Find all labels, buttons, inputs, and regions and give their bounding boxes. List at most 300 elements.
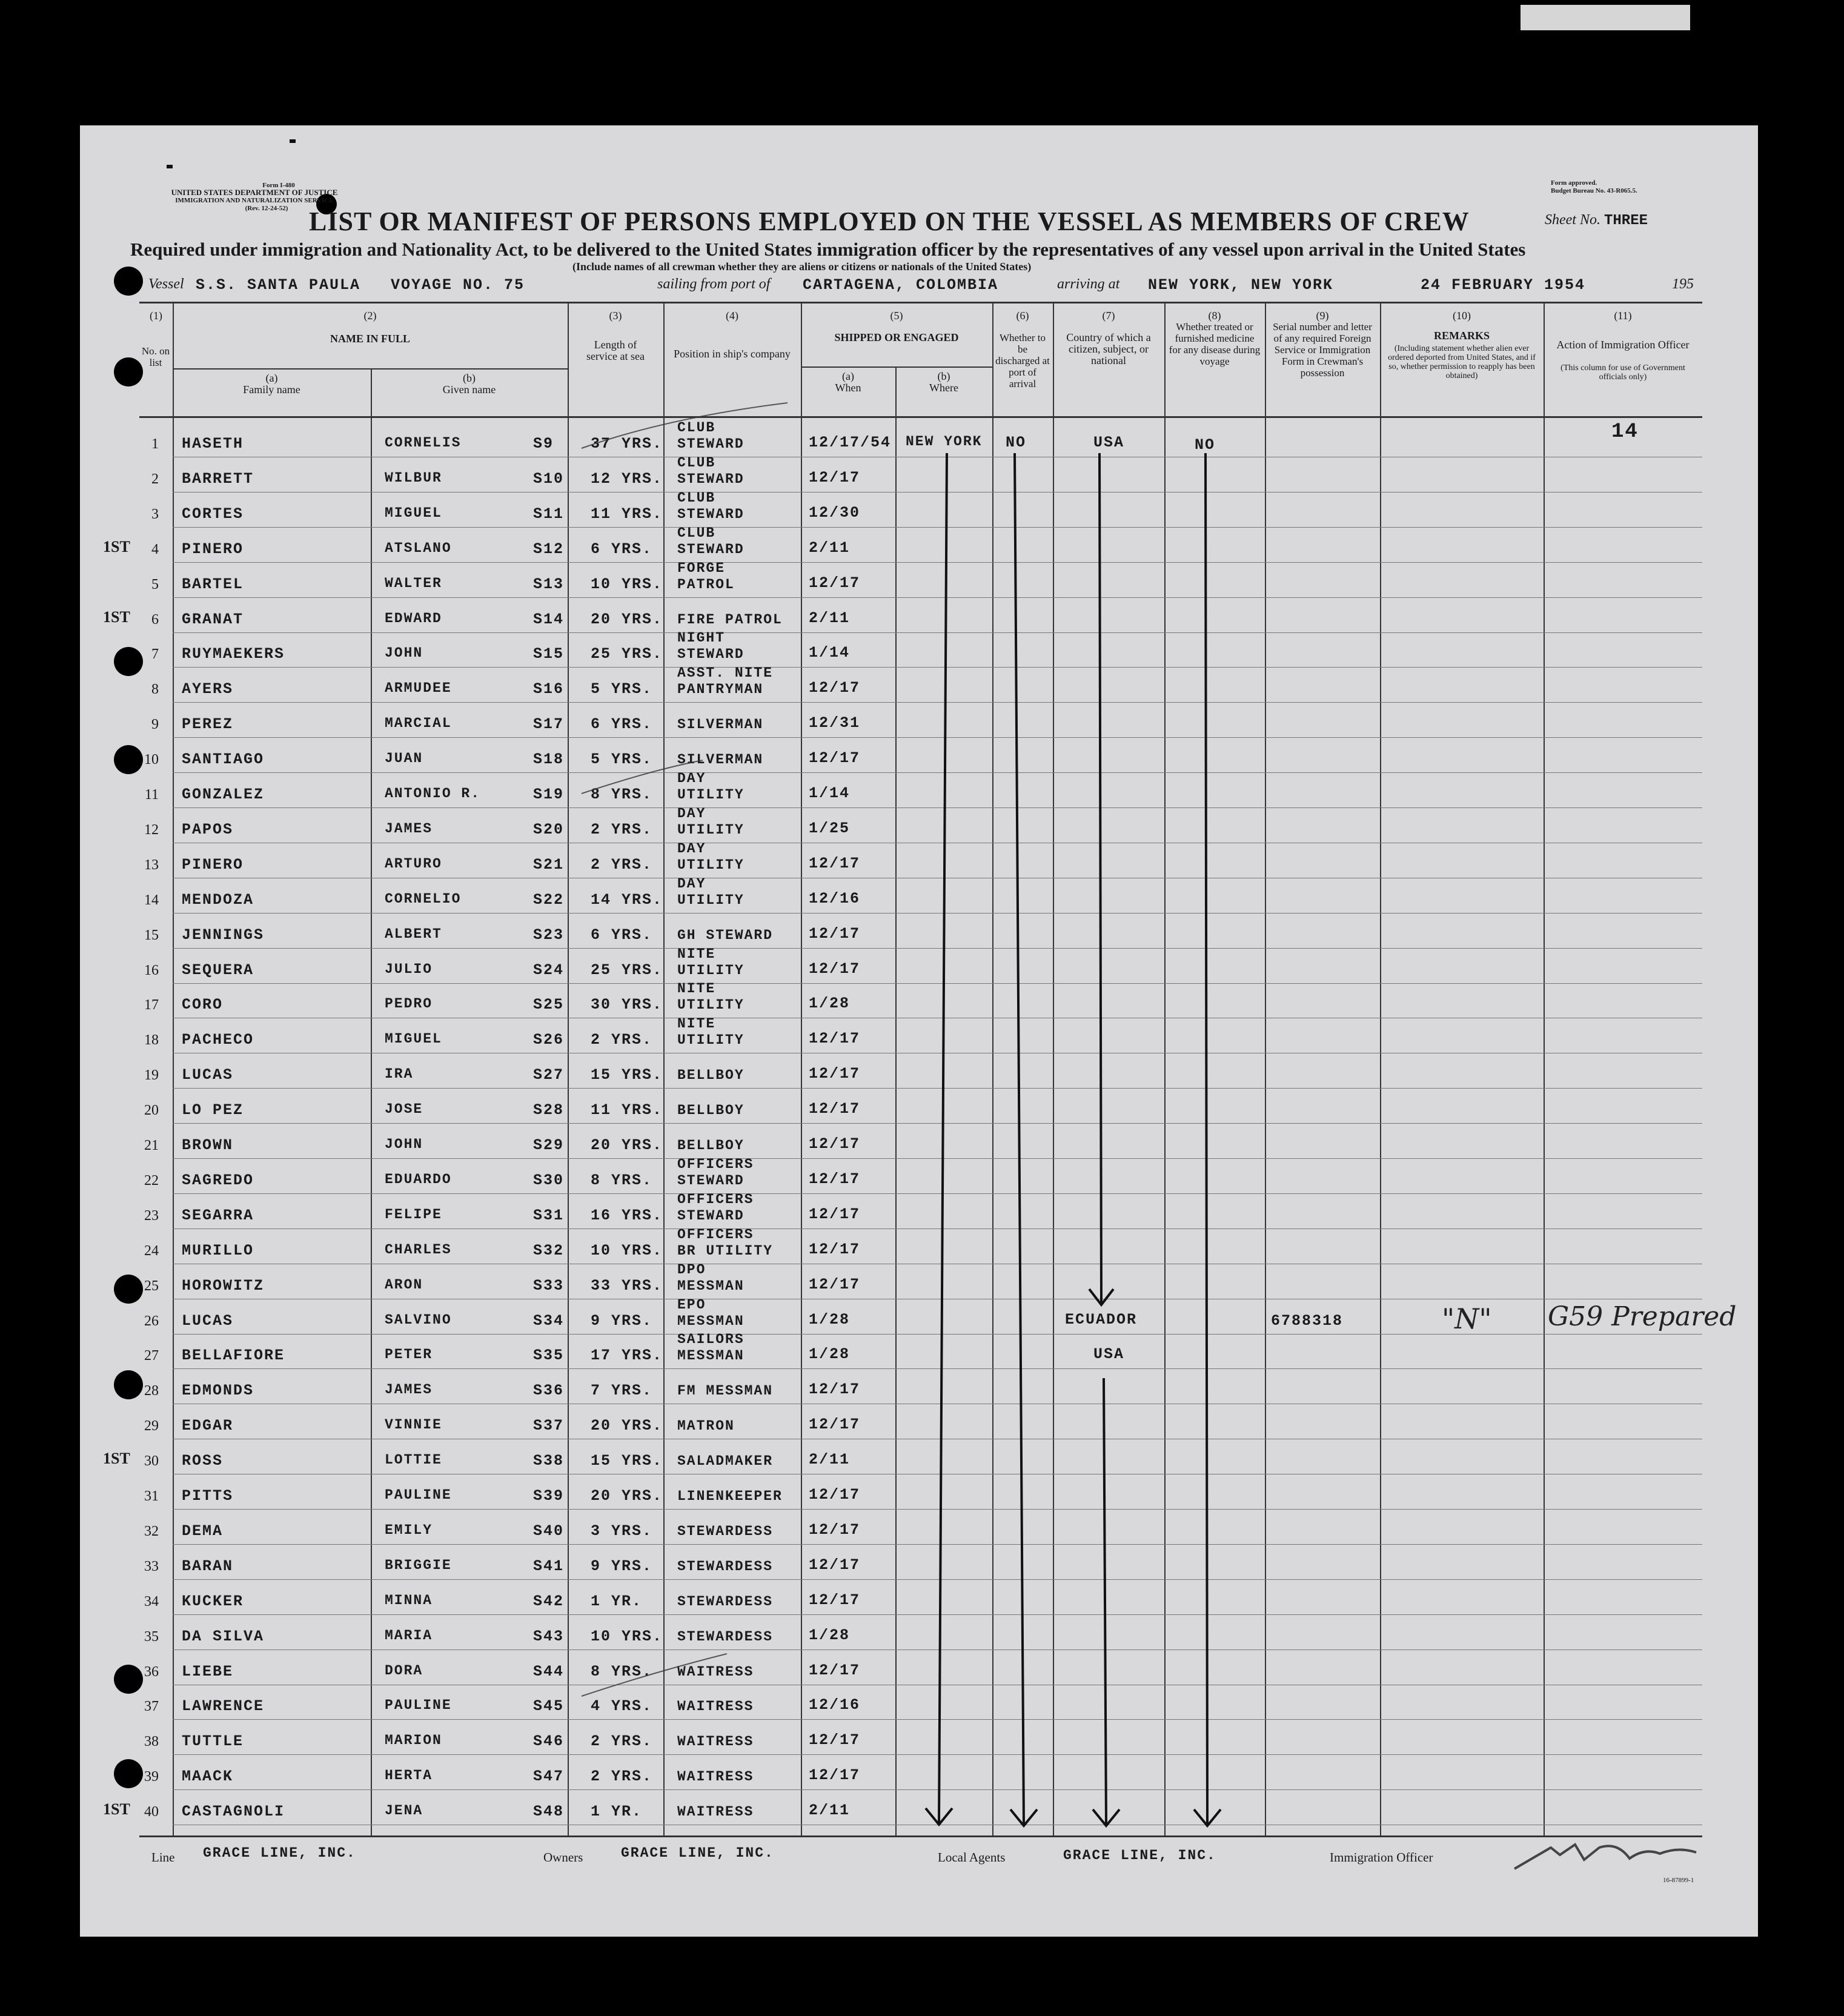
given-name: JULIO [385, 961, 433, 977]
col1-header: No. on list [141, 345, 170, 368]
given-name: ARTURO [385, 856, 442, 872]
sheet-value: THREE [1604, 213, 1648, 229]
position-line2: BELLBOY [677, 1102, 745, 1118]
name-subheader-rule [173, 368, 568, 370]
family-name: SANTIAGO [182, 751, 265, 768]
shipped-when: 12/30 [809, 504, 861, 522]
shipped-when: 2/11 [809, 609, 851, 627]
service-length: 2 YRS. [591, 821, 653, 838]
footer-line-label: Line [151, 1850, 175, 1865]
arrival-port: NEW YORK, NEW YORK [1148, 276, 1334, 294]
row-rule [173, 1719, 1702, 1720]
shipped-when: 12/17 [809, 1416, 861, 1433]
row-rule [173, 1614, 1702, 1615]
shipped-when: 12/17 [809, 574, 861, 592]
position-line1: DPO [677, 1262, 706, 1278]
crew-id: S45 [533, 1697, 565, 1715]
position-line2: BR UTILITY [677, 1243, 774, 1259]
col2b-header: (b) Given name [442, 372, 496, 396]
service-length: 8 YRS. [591, 1663, 653, 1680]
row-number: 40 [144, 1804, 159, 1820]
family-name: LUCAS [182, 1312, 234, 1330]
service-length: 30 YRS. [591, 996, 663, 1013]
crew-id: S13 [533, 575, 565, 593]
row-number: 31 [144, 1488, 159, 1504]
footer-owners-value: GRACE LINE, INC. [621, 1845, 774, 1861]
col-rule [568, 303, 569, 1835]
row-rule [173, 1088, 1702, 1089]
family-name: PINERO [182, 540, 244, 558]
family-name: BARRETT [182, 470, 254, 488]
officer-mark: 14 [1611, 420, 1639, 443]
service-length: 17 YRS. [591, 1347, 663, 1364]
row-rule [173, 1123, 1702, 1124]
given-name: ARMUDEE [385, 680, 452, 696]
family-name: SEGARRA [182, 1207, 254, 1224]
row-number: 37 [144, 1699, 159, 1714]
col7-number: (7) [1102, 310, 1115, 322]
row-number: 28 [144, 1383, 159, 1399]
shipped-when: 12/17 [809, 1100, 861, 1118]
col3-header: Length of service at sea [586, 339, 645, 362]
family-name: BELLAFIORE [182, 1347, 285, 1364]
given-name: HERTA [385, 1768, 433, 1783]
position-line2: PANTRYMAN [677, 681, 764, 697]
given-name: ARON [385, 1277, 423, 1293]
row-number: 35 [144, 1629, 159, 1645]
service-length: 6 YRS. [591, 715, 653, 733]
shipped-when: 12/17 [809, 1241, 861, 1258]
page-title: LIST OR MANIFEST OF PERSONS EMPLOYED ON THE VESSEL AS MEMBERS OF CREW [309, 207, 1470, 236]
speck [167, 165, 173, 168]
remark-handwritten: "N" [1442, 1302, 1492, 1335]
given-name: MARION [385, 1732, 442, 1748]
position-line2: UTILITY [677, 1032, 745, 1048]
row-number: 26 [144, 1313, 159, 1329]
col9-number: (9) [1316, 310, 1329, 322]
col11-number: (11) [1614, 310, 1632, 322]
shipped-when: 1/28 [809, 1311, 851, 1328]
row-rule [173, 1228, 1702, 1229]
crew-id: S18 [533, 751, 565, 768]
given-name: ATSLANO [385, 540, 452, 556]
position-line1: NITE [677, 981, 716, 996]
col7-header: Country of which a citizen, subject, or national [1066, 331, 1151, 366]
action-handwritten: G59 Prepared [1548, 1301, 1737, 1332]
family-name: TUTTLE [182, 1732, 244, 1750]
family-name: EDGAR [182, 1417, 234, 1434]
service-length: 2 YRS. [591, 856, 653, 874]
position-line2: STEWARDESS [677, 1629, 774, 1645]
given-name: JOSE [385, 1101, 423, 1117]
row-rule [173, 702, 1702, 703]
shipped-when: 12/17 [809, 1381, 861, 1398]
row-prefix: 1ST [103, 608, 130, 626]
family-name: CORO [182, 996, 224, 1013]
crew-id: S20 [533, 821, 565, 838]
given-name: PAULINE [385, 1697, 452, 1713]
shipped-when: 1/28 [809, 995, 851, 1012]
crew-id: S26 [533, 1031, 565, 1049]
service-length: 20 YRS. [591, 1487, 663, 1505]
shipped-when: 12/17 [809, 1205, 861, 1223]
family-name: ROSS [182, 1452, 224, 1470]
position-line2: STEWARD [677, 1208, 745, 1224]
col-rule [1265, 303, 1266, 1835]
footer-agents-label: Local Agents [938, 1850, 1006, 1865]
col-rule [1164, 303, 1166, 1835]
voyage-number: VOYAGE NO. 75 [391, 276, 525, 294]
family-name: SEQUERA [182, 961, 254, 979]
position-line1: OFFICERS [677, 1192, 754, 1207]
service-length: 15 YRS. [591, 1066, 663, 1084]
given-name: EMILY [385, 1522, 433, 1538]
given-name: JOHN [385, 1136, 423, 1152]
vessel-line [148, 276, 1699, 298]
row-number: 24 [144, 1243, 159, 1259]
year-suffix: 195 [1672, 276, 1694, 292]
given-name: MIGUEL [385, 505, 442, 521]
given-name: BRIGGIE [385, 1557, 452, 1573]
crew-id: S43 [533, 1628, 565, 1645]
col-rule [663, 303, 665, 1835]
manifest-sheet [80, 125, 1758, 1937]
shipped-subheader-rule [801, 366, 992, 368]
position-line1: NITE [677, 1016, 716, 1032]
shipped-when: 1/28 [809, 1345, 851, 1363]
position-line1: DAY [677, 771, 706, 786]
given-name: MINNA [385, 1593, 433, 1608]
budget-bureau-no: Budget Bureau No. 43-R065.5. [1551, 187, 1637, 194]
footer-rule [139, 1835, 1702, 1837]
include-note: (Include names of all crewman whether they are aliens or citizens or nationals of the United States) [572, 260, 1032, 273]
given-name: WILBUR [385, 470, 442, 486]
shipped-when: 1/14 [809, 784, 851, 802]
col11-subheader: (This column for use of Government officials only) [1560, 363, 1685, 382]
given-name: JENA [385, 1803, 423, 1819]
given-name: EDUARDO [385, 1172, 452, 1187]
family-name: MAACK [182, 1768, 234, 1785]
row-number: 9 [151, 717, 159, 732]
crew-id: S31 [533, 1207, 565, 1224]
row-rule [173, 562, 1702, 563]
crew-id: S44 [533, 1663, 565, 1680]
row-number: 19 [144, 1067, 159, 1083]
family-name: EDMONDS [182, 1382, 254, 1399]
row-prefix: 1ST [103, 1800, 130, 1818]
col-rule [371, 368, 372, 1835]
legal-requirement: Required under immigration and Nationality Act, to be delivered to the United States immigration officer by the representatives of any vessel upon arrival in the United States [130, 239, 1526, 260]
shipped-when: 12/17 [809, 1065, 861, 1083]
row-number: 29 [144, 1418, 159, 1434]
country: ECUADOR [1065, 1311, 1138, 1328]
row-number: 7 [151, 646, 159, 662]
shipped-when: 12/17 [809, 749, 861, 767]
row-rule [173, 983, 1702, 984]
shipped-when: 1/14 [809, 644, 851, 662]
punch-hole [114, 267, 143, 296]
row-rule [173, 807, 1702, 808]
row-number: 33 [144, 1559, 159, 1574]
row-rule [173, 1754, 1702, 1755]
family-name: PINERO [182, 856, 244, 874]
given-name: PETER [385, 1347, 433, 1362]
crew-id: S23 [533, 926, 565, 944]
position-line1: ASST. NITE [677, 665, 774, 681]
crew-id: S40 [533, 1522, 565, 1540]
given-name: SALVINO [385, 1312, 452, 1328]
row-number: 27 [144, 1348, 159, 1364]
footer-agents-value: GRACE LINE, INC. [1063, 1848, 1216, 1863]
col11-header: Action of Immigration Officer [1556, 339, 1690, 351]
given-name: MARIA [385, 1628, 433, 1643]
col6-header: Whether to be discharged at port of arrival [995, 332, 1050, 390]
crew-id: S16 [533, 680, 565, 698]
position-line2: SILVERMAN [677, 717, 764, 732]
position-line2: MESSMAN [677, 1278, 745, 1294]
department-name: UNITED STATES DEPARTMENT OF JUSTICE [171, 188, 338, 197]
crew-id: S12 [533, 540, 565, 558]
family-name: CORTES [182, 505, 244, 523]
row-rule [173, 1158, 1702, 1159]
given-name: JAMES [385, 821, 433, 837]
shipped-when: 12/17 [809, 855, 861, 872]
col5b-header: (b) Where [929, 370, 958, 394]
col2a-header: (a) Family name [243, 372, 300, 396]
service-length: 20 YRS. [591, 1417, 663, 1434]
crew-id: S19 [533, 786, 565, 803]
given-name: WALTER [385, 575, 442, 591]
col8-number: (8) [1208, 310, 1221, 322]
service-length: 12 YRS. [591, 470, 663, 488]
form-number: Form I-480 [262, 182, 295, 189]
footer-owners-label: Owners [543, 1850, 583, 1865]
family-name: HOROWITZ [182, 1277, 265, 1295]
row-rule [173, 1544, 1702, 1545]
row-number: 32 [144, 1524, 159, 1539]
row-rule [173, 1193, 1702, 1194]
row-rule [173, 667, 1702, 668]
family-name: PEREZ [182, 715, 234, 733]
col5a-header: (a) When [835, 370, 861, 394]
speck [290, 139, 296, 143]
position-line2: UTILITY [677, 822, 745, 838]
col-rule [1053, 303, 1054, 1835]
revision-date: (Rev. 12-24-52) [245, 205, 288, 212]
crew-id: S42 [533, 1593, 565, 1610]
sheet-number [1545, 212, 1648, 229]
service-length: 11 YRS. [591, 1101, 663, 1119]
row-number: 21 [144, 1138, 159, 1153]
col-rule [801, 303, 802, 1835]
service-length: 1 YR. [591, 1593, 643, 1610]
family-name: BROWN [182, 1136, 234, 1154]
shipped-where: NEW YORK [906, 434, 983, 449]
service-length: 20 YRS. [591, 1136, 663, 1154]
row-number: 13 [144, 857, 159, 873]
crew-id: S24 [533, 961, 565, 979]
crew-id: S15 [533, 645, 565, 663]
given-name: JUAN [385, 751, 423, 766]
col10-subheader: (Including statement whether alien ever ordered deported from United States, and if so, whether permission to reapply has been obtained) [1388, 344, 1536, 380]
given-name: VINNIE [385, 1417, 442, 1433]
shipped-when: 12/17 [809, 1521, 861, 1539]
crew-id: S21 [533, 856, 565, 874]
position-line2: WAITRESS [677, 1734, 754, 1749]
service-name: IMMIGRATION AND NATURALIZATION SERVICE [175, 197, 334, 204]
family-name: HASETH [182, 435, 244, 453]
position-line2: WAITRESS [677, 1769, 754, 1785]
position-line2: UTILITY [677, 892, 745, 908]
given-name: LOTTIE [385, 1452, 442, 1468]
family-name: SAGREDO [182, 1172, 254, 1189]
row-rule [173, 737, 1702, 738]
col-rule [1544, 303, 1545, 1835]
crew-id: S25 [533, 996, 565, 1013]
service-length: 16 YRS. [591, 1207, 663, 1224]
given-name: IRA [385, 1066, 414, 1082]
discharge-flag: NO [1006, 434, 1027, 451]
position-line2: LINENKEEPER [677, 1488, 783, 1504]
crew-id: S17 [533, 715, 565, 733]
row-number: 14 [144, 892, 159, 908]
service-length: 11 YRS. [591, 505, 663, 523]
shipped-when: 2/11 [809, 539, 851, 557]
shipped-when: 12/17 [809, 469, 861, 486]
service-length: 10 YRS. [591, 575, 663, 593]
punch-hole [114, 357, 143, 386]
crew-id: S14 [533, 611, 565, 628]
col-rule [895, 366, 897, 1835]
family-name: PITTS [182, 1487, 234, 1505]
col-rule [173, 303, 174, 1835]
service-length: 5 YRS. [591, 680, 653, 698]
crew-id: S29 [533, 1136, 565, 1154]
shipped-when: 1/25 [809, 820, 851, 837]
given-name: MARCIAL [385, 715, 452, 731]
sailing-port: CARTAGENA, COLOMBIA [803, 276, 999, 294]
row-rule [173, 597, 1702, 598]
form-approved: Form approved. [1551, 179, 1597, 187]
position-line2: FM MESSMAN [677, 1383, 774, 1399]
position-line1: DAY [677, 806, 706, 821]
crew-id: S11 [533, 505, 565, 523]
shipped-when: 12/16 [809, 1696, 861, 1714]
service-length: 25 YRS. [591, 961, 663, 979]
arrival-date: 24 FEBRUARY 1954 [1421, 276, 1586, 294]
row-number: 4 [151, 542, 159, 557]
position-line2: SILVERMAN [677, 752, 764, 768]
crew-id: S46 [533, 1732, 565, 1750]
row-rule [173, 948, 1702, 949]
service-length: 8 YRS. [591, 786, 653, 803]
family-name: DEMA [182, 1522, 224, 1540]
crew-id: S28 [533, 1101, 565, 1119]
position-line1: DAY [677, 841, 706, 857]
row-number: 20 [144, 1102, 159, 1118]
col4-header: Position in ship's company [674, 348, 791, 360]
family-name: GONZALEZ [182, 786, 265, 803]
position-line1: CLUB [677, 455, 716, 471]
given-name: PEDRO [385, 996, 433, 1012]
shipped-when: 12/17 [809, 925, 861, 943]
shipped-when: 12/17 [809, 1486, 861, 1504]
family-name: LUCAS [182, 1066, 234, 1084]
row-rule [173, 1509, 1702, 1510]
row-rule [173, 1368, 1702, 1369]
col5-header: SHIPPED OR ENGAGED [834, 331, 959, 343]
shipped-when: 12/17 [809, 1731, 861, 1749]
row-prefix: 1ST [103, 1450, 130, 1467]
service-length: 10 YRS. [591, 1242, 663, 1259]
family-name: MURILLO [182, 1242, 254, 1259]
crew-id: S37 [533, 1417, 565, 1434]
position-line2: WAITRESS [677, 1664, 754, 1680]
arriving-label: arriving at [1057, 276, 1120, 292]
family-name: RUYMAEKERS [182, 645, 285, 663]
row-number: 11 [144, 787, 159, 803]
shipped-when: 12/16 [809, 890, 861, 907]
position-line2: STEWARD [677, 506, 745, 522]
service-length: 10 YRS. [591, 1628, 663, 1645]
position-line2: UTILITY [677, 857, 745, 873]
col-rule [1380, 303, 1381, 1835]
crew-id: S10 [533, 470, 565, 488]
row-number: 39 [144, 1769, 159, 1785]
row-number: 23 [144, 1208, 159, 1224]
family-name: MENDOZA [182, 891, 254, 909]
crew-id: S27 [533, 1066, 565, 1084]
position-line1: EPO [677, 1297, 706, 1313]
col3-number: (3) [609, 310, 622, 322]
crew-id: S38 [533, 1452, 565, 1470]
family-name: BARTEL [182, 575, 244, 593]
row-number: 15 [144, 927, 159, 943]
shipped-when: 12/17 [809, 679, 861, 697]
service-length: 7 YRS. [591, 1382, 653, 1399]
row-rule [173, 527, 1702, 528]
position-line2: BELLBOY [677, 1138, 745, 1153]
family-name: JENNINGS [182, 926, 265, 944]
row-prefix: 1ST [103, 538, 130, 555]
footer-line-value: GRACE LINE, INC. [203, 1845, 356, 1861]
row-number: 2 [151, 471, 159, 487]
serial-number: 6788318 [1271, 1312, 1344, 1330]
row-number: 5 [151, 577, 159, 592]
shipped-when: 2/11 [809, 1451, 851, 1468]
shipped-when: 12/17 [809, 1556, 861, 1574]
position-line1: CLUB [677, 525, 716, 541]
family-name: AYERS [182, 680, 234, 698]
col1-number: (1) [150, 310, 162, 322]
vessel-name: S.S. SANTA PAULA [196, 276, 361, 294]
crew-id: S39 [533, 1487, 565, 1505]
service-length: 25 YRS. [591, 645, 663, 663]
position-line2: GH STEWARD [677, 927, 774, 943]
service-length: 15 YRS. [591, 1452, 663, 1470]
crew-id: S47 [533, 1768, 565, 1785]
position-line2: STEWARD [677, 471, 745, 487]
family-name: DA SILVA [182, 1628, 265, 1645]
form-code: 16-87899-1 [1663, 1877, 1694, 1884]
service-length: 4 YRS. [591, 1697, 653, 1715]
col6-number: (6) [1016, 310, 1029, 322]
position-line2: SALADMAKER [677, 1453, 774, 1469]
position-line2: UTILITY [677, 997, 745, 1013]
position-line2: MESSMAN [677, 1313, 745, 1329]
row-rule [173, 1579, 1702, 1580]
family-name: CASTAGNOLI [182, 1803, 285, 1820]
